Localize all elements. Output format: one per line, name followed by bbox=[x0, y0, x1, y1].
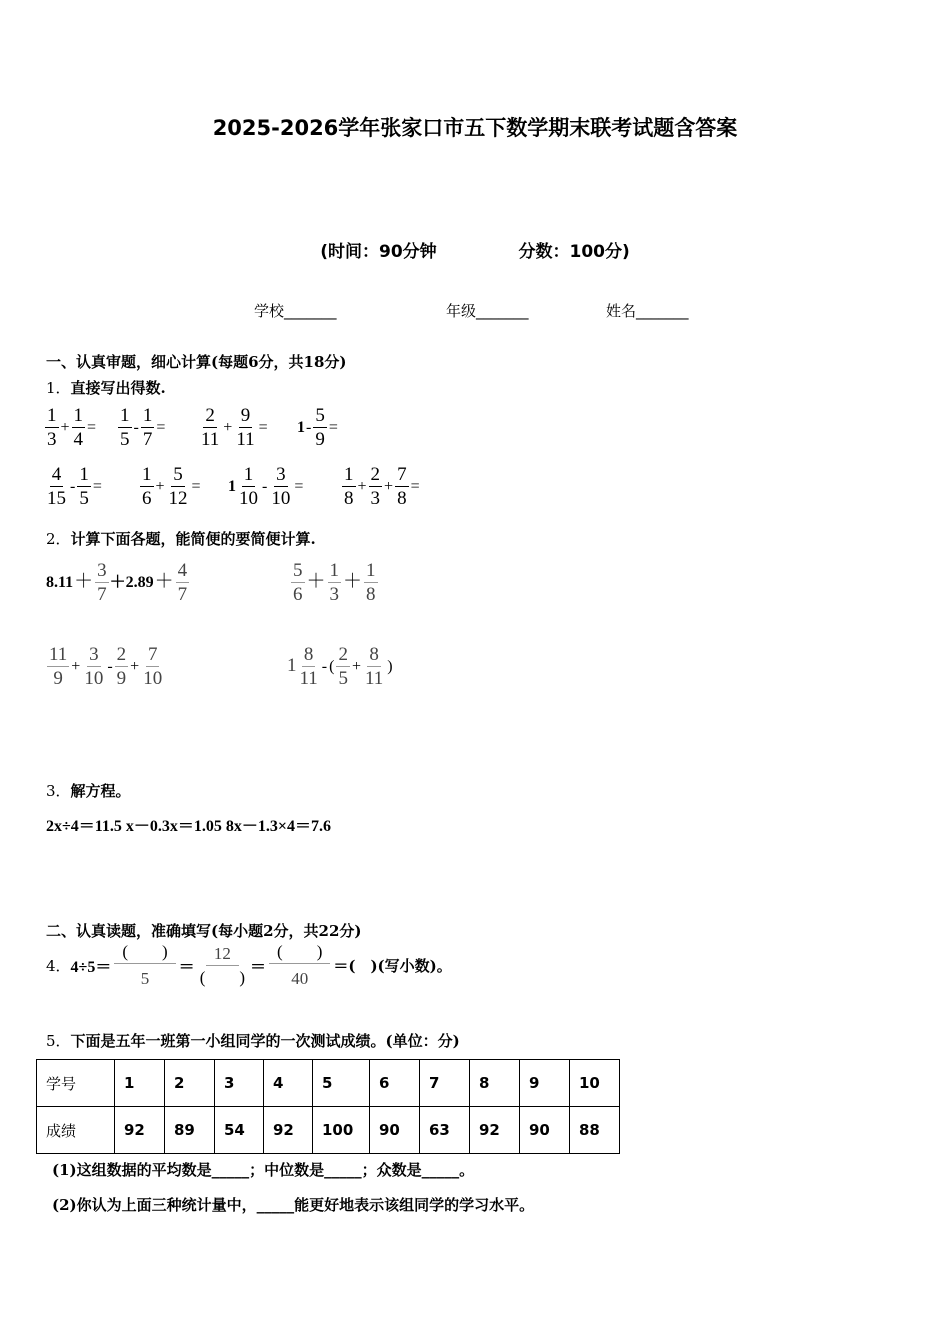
operator: - bbox=[107, 657, 113, 675]
denominator: 7 bbox=[142, 429, 153, 450]
numerator: 1 bbox=[79, 464, 89, 485]
fraction bbox=[47, 645, 69, 688]
numerator: 5 bbox=[173, 464, 183, 485]
school-field[interactable]: 学校_______ bbox=[254, 302, 337, 320]
operator: ＋ bbox=[154, 570, 174, 592]
operator: = bbox=[410, 477, 420, 495]
id-cell: 1 bbox=[115, 1060, 165, 1107]
denominator: ( ) bbox=[199, 967, 246, 987]
denominator: 10 bbox=[84, 668, 104, 689]
id-cell: 7 bbox=[420, 1060, 470, 1107]
scores-table bbox=[36, 1059, 620, 1154]
denominator: 10 bbox=[239, 488, 258, 509]
question-text: 直接写出得数. bbox=[70, 379, 166, 397]
denominator: 9 bbox=[53, 668, 63, 689]
numerator: 7 bbox=[147, 644, 158, 665]
denominator: 11 bbox=[299, 668, 318, 689]
question-text: 计算下面各题，能简便的要简便计算. bbox=[70, 530, 316, 548]
question-3 bbox=[46, 780, 131, 801]
numerator: 2 bbox=[116, 644, 127, 665]
numerator: 8 bbox=[303, 644, 314, 665]
operator: + bbox=[155, 477, 165, 495]
denominator: 40 bbox=[291, 969, 309, 988]
denominator: 5 bbox=[120, 429, 130, 450]
fraction bbox=[176, 561, 190, 604]
id-cell: 9 bbox=[520, 1060, 570, 1107]
denominator: 5 bbox=[140, 969, 150, 988]
numerator: 11 bbox=[49, 644, 68, 665]
row-header: 成绩 bbox=[37, 1107, 115, 1154]
section-2-heading: 二、认真读题，准确填写(每小题2分，共22分) bbox=[46, 922, 362, 940]
operator: + bbox=[223, 418, 233, 436]
fraction bbox=[141, 645, 164, 688]
numerator: 3 bbox=[276, 464, 286, 485]
denominator: 11 bbox=[201, 429, 220, 450]
denominator: 7 bbox=[177, 584, 188, 605]
operator: - bbox=[133, 418, 139, 436]
fraction bbox=[115, 645, 129, 688]
question-number: 2． bbox=[46, 530, 71, 548]
denominator: 8 bbox=[366, 584, 376, 605]
fraction bbox=[364, 561, 378, 604]
score-cell: 63 bbox=[420, 1107, 470, 1154]
denominator: 3 bbox=[370, 488, 381, 509]
operator: + bbox=[384, 477, 394, 495]
numerator: 3 bbox=[97, 560, 107, 581]
fraction bbox=[298, 645, 320, 688]
numerator: 1 bbox=[344, 464, 354, 485]
numerator: 1 bbox=[142, 464, 152, 485]
denominator: 15 bbox=[47, 488, 66, 509]
numerator: 12 bbox=[206, 945, 239, 966]
denominator: 9 bbox=[116, 668, 127, 689]
q1-expr-1 bbox=[44, 406, 97, 449]
numerator: 1 bbox=[73, 405, 84, 426]
operator: - bbox=[70, 477, 76, 495]
operator: ( bbox=[329, 657, 335, 675]
denominator: 3 bbox=[47, 429, 57, 450]
numerator: 1 bbox=[366, 560, 376, 581]
fraction-blank bbox=[114, 943, 175, 987]
operator: = bbox=[92, 477, 102, 495]
operator: = bbox=[191, 477, 201, 495]
page-title: 2025-2026学年张家口市五下数学期末联考试题含答案 bbox=[212, 116, 738, 140]
q1-expr-3 bbox=[198, 406, 269, 449]
score-cell: 92 bbox=[264, 1107, 313, 1154]
question-4: 4． 4÷5＝ $\frac{( )}{5}$ ＝ $\frac{12}{( )}$ ＝ $\frac{( )}{40}$ ＝( )(写小数)。 bbox=[46, 942, 452, 988]
fraction bbox=[269, 465, 292, 508]
fraction bbox=[237, 465, 260, 508]
operator: + bbox=[130, 657, 140, 675]
fraction bbox=[336, 645, 350, 688]
denominator: 3 bbox=[329, 584, 340, 605]
q1-expr-5 bbox=[44, 465, 103, 508]
denominator: 12 bbox=[168, 488, 188, 509]
q1-expr-2 bbox=[117, 406, 166, 449]
score-cell: 90 bbox=[520, 1107, 570, 1154]
operator: = bbox=[328, 418, 338, 436]
q1-expr-8 bbox=[341, 465, 421, 508]
score-cell: 92 bbox=[470, 1107, 520, 1154]
numerator: 8 bbox=[369, 644, 379, 665]
id-cell: 3 bbox=[215, 1060, 264, 1107]
numerator: 1 bbox=[120, 405, 130, 426]
q5-sub-1: (1)这组数据的平均数是_____；中位数是_____；众数是_____。 bbox=[52, 1161, 475, 1179]
q3-equations: 2x÷4＝11.5 x－0.3x＝1.05 8x－1.3×4＝7.6 bbox=[46, 818, 332, 835]
denominator: 8 bbox=[344, 488, 354, 509]
operator: = bbox=[258, 418, 268, 436]
operator: + bbox=[60, 418, 70, 436]
fraction bbox=[140, 465, 154, 508]
numerator: 5 bbox=[293, 560, 303, 581]
question-number: 3． bbox=[46, 782, 71, 800]
score-cell: 100 bbox=[313, 1107, 370, 1154]
fraction bbox=[45, 406, 59, 449]
denominator: 5 bbox=[338, 668, 348, 689]
fraction bbox=[82, 645, 105, 688]
section-1-heading: 一、认真审题，细心计算(每题6分，共18分) bbox=[46, 353, 347, 371]
exam-time: (时间：90分钟 bbox=[320, 242, 437, 262]
numerator: 1 bbox=[243, 464, 254, 485]
numerator: 4 bbox=[177, 560, 188, 581]
operator: = bbox=[87, 418, 97, 436]
question-1 bbox=[46, 377, 166, 398]
denominator: 6 bbox=[142, 488, 152, 509]
operator: = bbox=[156, 418, 166, 436]
fraction bbox=[313, 406, 327, 449]
score-cell: 54 bbox=[215, 1107, 264, 1154]
fraction bbox=[77, 465, 91, 508]
score-cell: 88 bbox=[570, 1107, 620, 1154]
id-cell: 10 bbox=[570, 1060, 620, 1107]
fraction bbox=[167, 465, 190, 508]
id-cell: 6 bbox=[370, 1060, 420, 1107]
fraction bbox=[342, 465, 356, 508]
numerator: 2 bbox=[370, 464, 381, 485]
fraction-blank bbox=[198, 945, 247, 986]
fraction bbox=[118, 406, 132, 449]
q1-expr-6 bbox=[139, 465, 202, 508]
denominator: 7 bbox=[97, 584, 107, 605]
question-number: 1． bbox=[46, 379, 71, 397]
table-row bbox=[37, 1107, 620, 1154]
denominator: 11 bbox=[236, 429, 255, 450]
numerator: 1 bbox=[142, 405, 153, 426]
numerator: 1 bbox=[47, 405, 57, 426]
row-header: 学号 bbox=[37, 1060, 115, 1107]
q5-sub-2: (2)你认为上面三种统计量中，_____能更好地表示该组同学的学习水平。 bbox=[52, 1196, 535, 1214]
question-text: 下面是五年一班第一小组同学的一次测试成绩。(单位：分) bbox=[70, 1032, 460, 1050]
score-cell: 90 bbox=[370, 1107, 420, 1154]
denominator: 6 bbox=[293, 584, 303, 605]
id-cell: 4 bbox=[264, 1060, 313, 1107]
numerator: 5 bbox=[315, 405, 325, 426]
id-cell: 2 bbox=[165, 1060, 215, 1107]
fraction bbox=[363, 645, 385, 688]
fraction bbox=[234, 406, 256, 449]
operator: ＋ bbox=[306, 570, 326, 592]
question-text: 解方程。 bbox=[70, 782, 131, 800]
denominator: 4 bbox=[73, 429, 84, 450]
fraction bbox=[199, 406, 221, 449]
denominator: 5 bbox=[79, 488, 89, 509]
question-5: 5．下面是五年一班第一小组同学的一次测试成绩。(单位：分) bbox=[46, 1032, 460, 1050]
fraction bbox=[369, 465, 383, 508]
operator: + bbox=[357, 477, 367, 495]
score-cell: 89 bbox=[165, 1107, 215, 1154]
operator: = bbox=[294, 477, 304, 495]
numerator: 1 bbox=[329, 560, 340, 581]
operator: ＋ bbox=[343, 570, 363, 592]
q1-expr-7: 1 $\frac{1}{10}$ - $\frac{3}{10}$ = bbox=[228, 464, 304, 509]
fraction bbox=[291, 561, 305, 604]
operator: ) bbox=[387, 657, 393, 675]
question-2 bbox=[46, 528, 316, 549]
operator: + bbox=[71, 657, 81, 675]
q2-expr-1: 8.11＋ $\frac{3}{7}$ ＋2.89＋ $\frac{4}{7}$ bbox=[46, 560, 188, 605]
name-field[interactable]: 姓名_______ bbox=[606, 302, 689, 320]
fraction bbox=[141, 406, 155, 449]
q1-expr-4: 1- $\frac{5}{9}$ = bbox=[297, 405, 338, 450]
numerator: 4 bbox=[51, 464, 62, 485]
operator: ＋ bbox=[74, 570, 94, 592]
operator: + bbox=[351, 657, 361, 675]
operator: - bbox=[321, 657, 328, 675]
q2-expr-2 bbox=[290, 561, 379, 604]
fraction bbox=[95, 561, 109, 604]
fraction bbox=[45, 465, 68, 508]
id-cell: 8 bbox=[470, 1060, 520, 1107]
numerator: 2 bbox=[338, 644, 348, 665]
table-row bbox=[37, 1060, 620, 1107]
numerator: 9 bbox=[240, 405, 251, 426]
denominator: 11 bbox=[364, 668, 384, 689]
numerator: 3 bbox=[89, 644, 99, 665]
fraction bbox=[395, 465, 409, 508]
denominator: 10 bbox=[143, 668, 163, 689]
id-cell: 5 bbox=[313, 1060, 370, 1107]
numerator: ( ) bbox=[114, 943, 175, 964]
numerator: 7 bbox=[397, 464, 407, 485]
fraction bbox=[72, 406, 86, 449]
q2-expr-4: 1 $\frac{8}{11}$ - ( $\frac{2}{5}$ + $\frac{8}{11}$ ) bbox=[287, 644, 393, 689]
grade-field[interactable]: 年级_______ bbox=[446, 302, 529, 320]
denominator: 8 bbox=[397, 488, 407, 509]
fraction bbox=[328, 561, 342, 604]
operator: - bbox=[306, 418, 312, 436]
exam-score: 分数：100分) bbox=[518, 242, 630, 262]
denominator: 10 bbox=[271, 488, 291, 509]
score-cell: 92 bbox=[115, 1107, 165, 1154]
exam-meta bbox=[0, 237, 950, 262]
numerator: 2 bbox=[205, 405, 215, 426]
q2-expr-3 bbox=[46, 645, 165, 688]
operator: - bbox=[262, 477, 268, 495]
denominator: 9 bbox=[315, 429, 325, 450]
numerator: ( ) bbox=[269, 943, 330, 964]
fraction-blank bbox=[269, 943, 330, 987]
